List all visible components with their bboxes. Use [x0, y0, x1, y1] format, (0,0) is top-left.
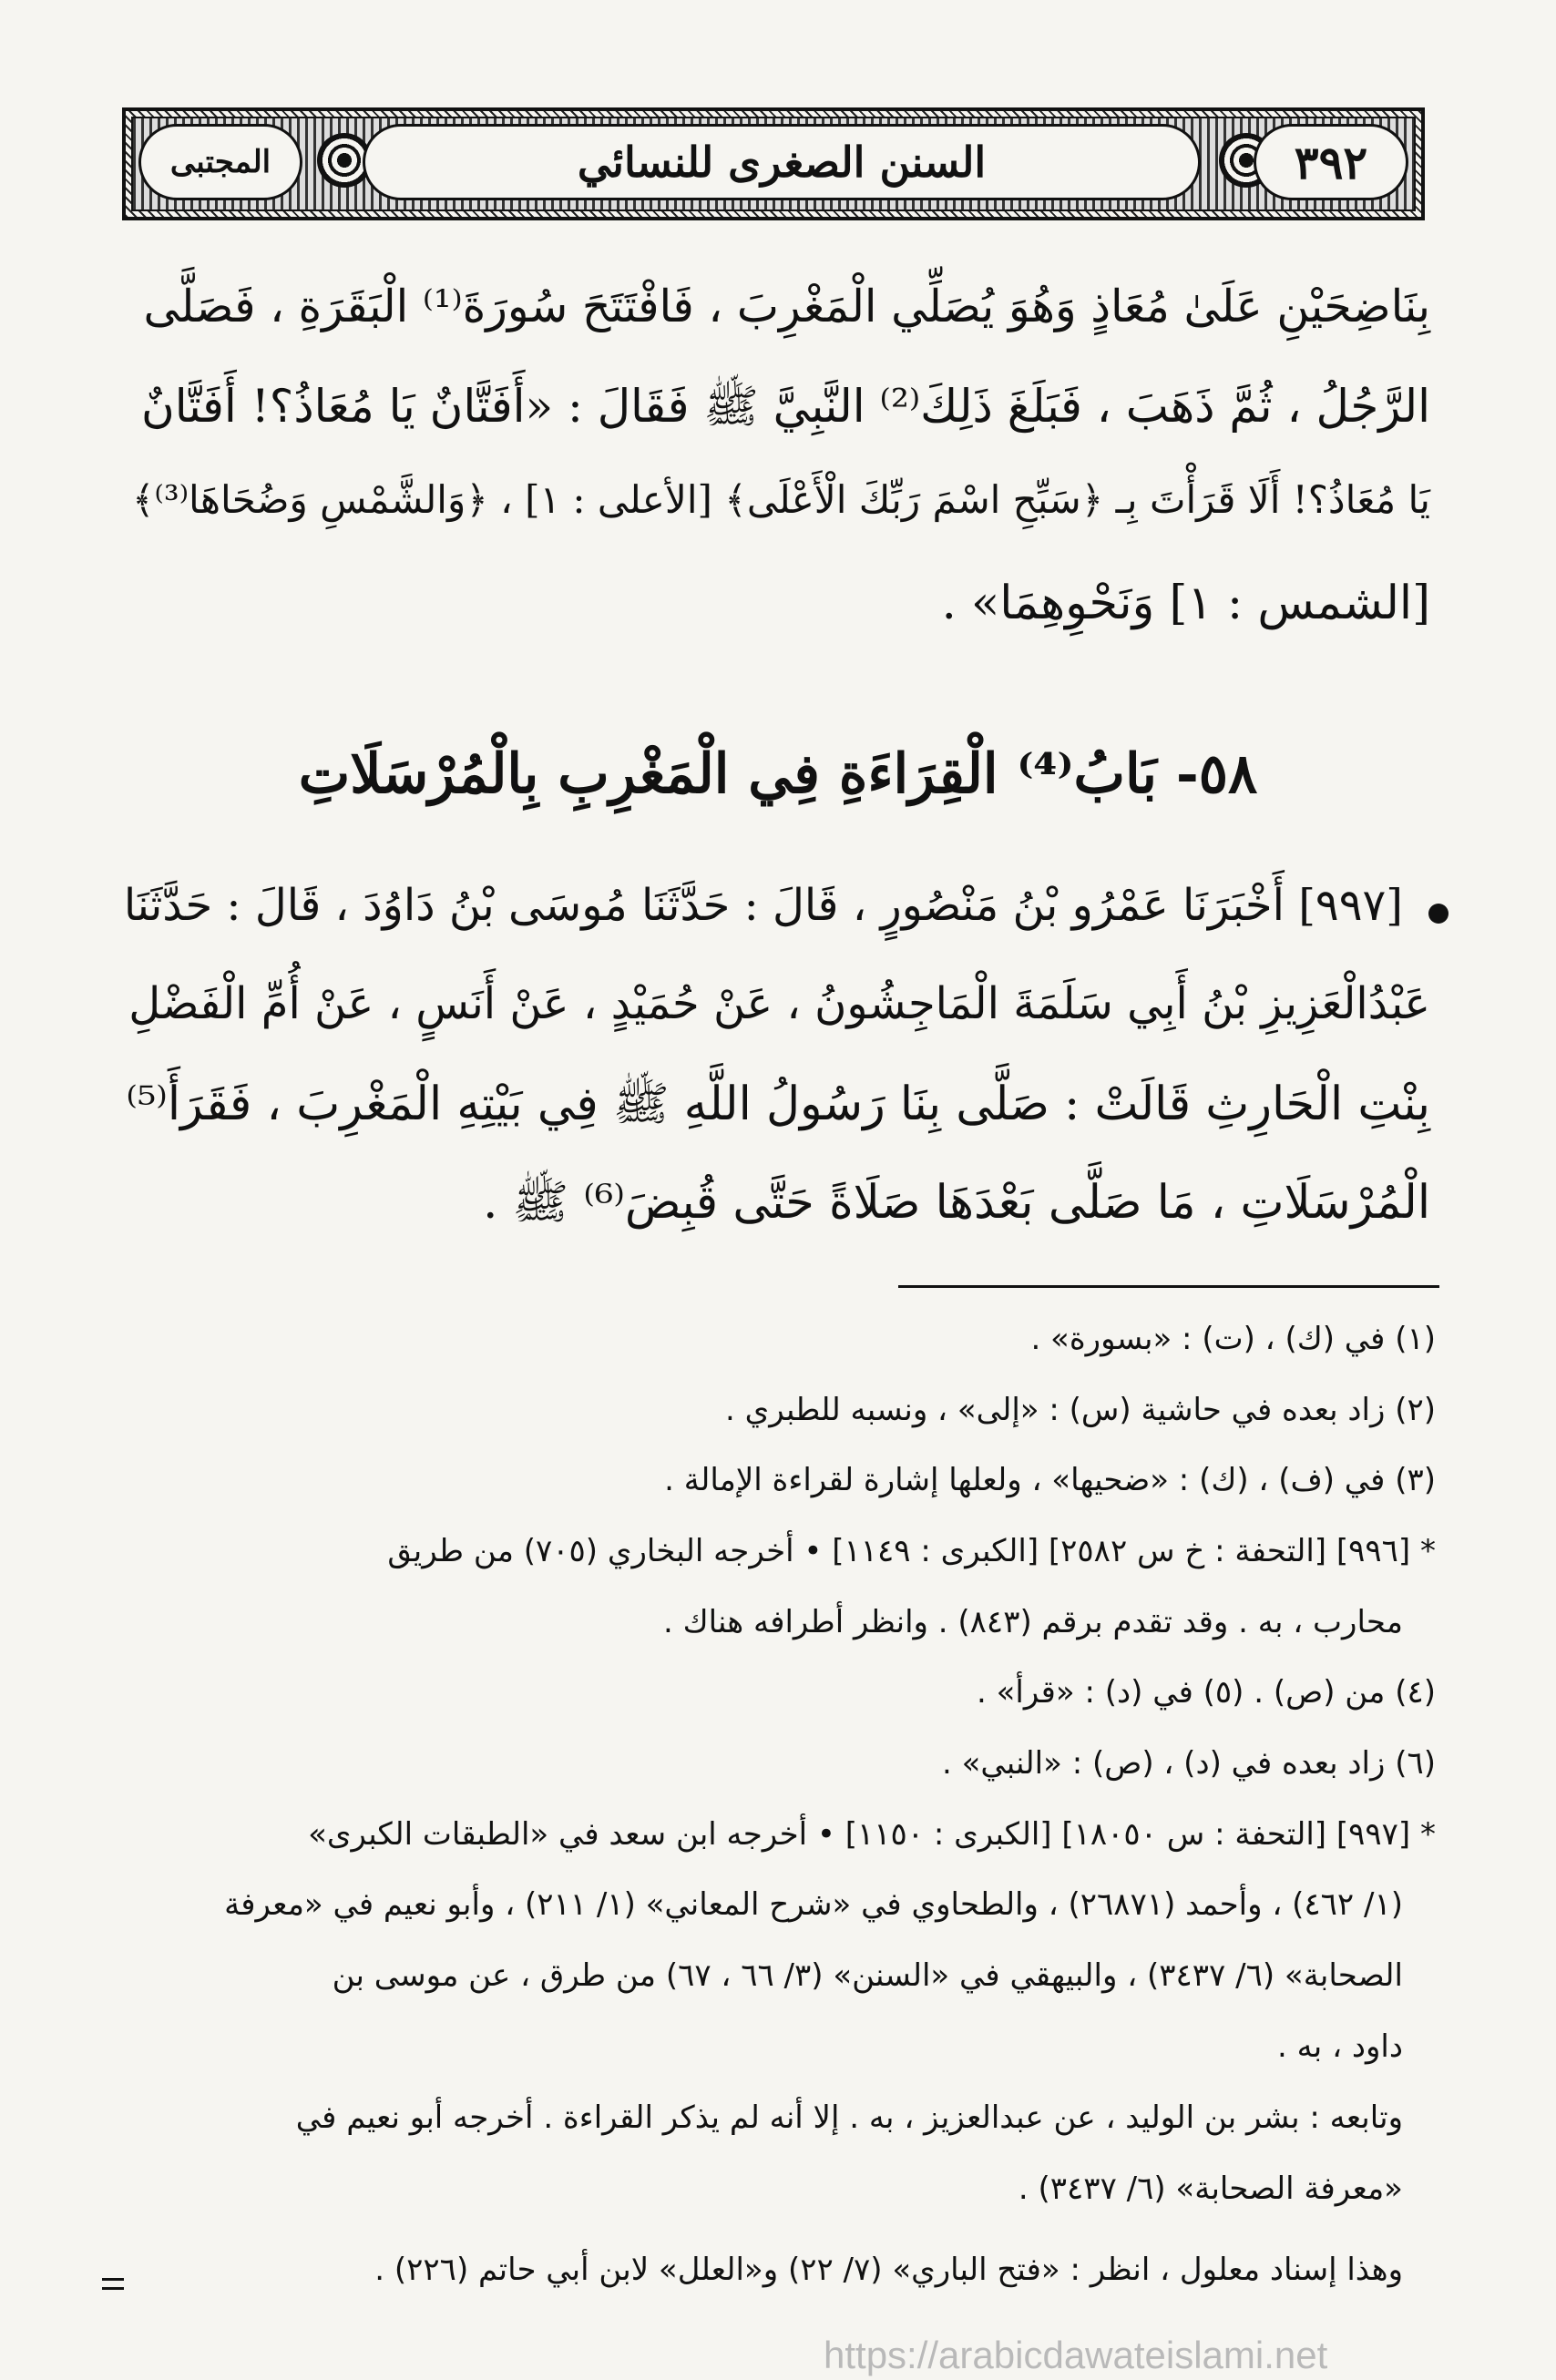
- hadith-line: عَبْدُالْعَزِيزِ بْنُ أَبِي سَلَمَةَ الْمَاجِشُونُ ، عَنْ حُمَيْدٍ ، عَنْ أَنَسٍ ، عَنْ أُمِّ الْفَضْلِ: [128, 978, 1430, 1029]
- page-title: السنن الصغرى للنسائي: [363, 124, 1201, 200]
- footnote-takhrij: * [٩٩٦] [التحفة : خ س ٢٥٨٢] [الكبرى : ١١٤٩] • أخرجه البخاري (٧٠٥) من طريق: [387, 1533, 1436, 1569]
- footnote-takhrij: * [٩٩٧] [التحفة : س ١٨٠٥٠] [الكبرى : ١١٥٠] • أخرجه ابن سعد في «الطبقات الكبرى»: [308, 1816, 1436, 1853]
- book-name: المجتبى: [138, 124, 302, 200]
- hadith-line: بِنْتِ الْحَارِثِ قَالَتْ : صَلَّى بِنَا رَسُولُ اللَّهِ ﷺ فِي بَيْتِهِ الْمَغْرِبَ ، فَقَرَأَ⁽⁵⁾: [126, 1078, 1430, 1131]
- bullet-icon: [1428, 904, 1449, 924]
- footnote: «معرفة الصحابة» (٦/ ٣٤٣٧) .: [1018, 2171, 1403, 2207]
- footnote: وتابعه : بشر بن الوليد ، عن عبدالعزيز ، به . إلا أنه لم يذكر القراءة . أخرجه أبو نعيم في: [295, 2099, 1403, 2136]
- text-line: بِنَاضِحَيْنِ عَلَىٰ مُعَاذٍ وَهُوَ يُصَلِّي الْمَغْرِبَ ، فَافْتَتَحَ سُورَةَ⁽¹⁾ الْبَقَرَةِ ، فَصَلَّى: [143, 281, 1430, 332]
- footnote: داود ، به .: [1276, 2028, 1403, 2065]
- footnote: (٢) زاد بعده في حاشية (س) : «إلى» ، ونسبه للطبري .: [724, 1392, 1436, 1428]
- watermark: https://arabicdawateislami.net: [824, 2334, 1328, 2376]
- ornamental-header: [122, 107, 1425, 220]
- footnote: وهذا إسناد معلول ، انظر : «فتح الباري» (٧/ ٢٢) و«العلل» لابن أبي حاتم (٢٢٦) .: [374, 2252, 1403, 2288]
- footnote: الصحابة» (٦/ ٣٤٣٧) ، والبيهقي في «السنن» (٣/ ٦٦ ، ٦٧) من طرق ، عن موسى بن: [332, 1957, 1403, 1994]
- continuation-mark: [102, 2287, 124, 2290]
- footnote: (١) في (ك) ، (ت) : «بسورة» .: [1030, 1321, 1436, 1357]
- hadith-line: الْمُرْسَلَاتِ ، مَا صَلَّى بَعْدَهَا صَلَاةً حَتَّى قُبِضَ⁽⁶⁾ ﷺ .: [483, 1176, 1430, 1230]
- page-number: ٣٩٢: [1254, 124, 1408, 200]
- chapter-heading: ٥٨- بَابُ⁽⁴⁾ الْقِرَاءَةِ فِي الْمَغْرِبِ بِالْمُرْسَلَاتِ: [298, 742, 1258, 806]
- text-line: يَا مُعَاذُ؟! أَلَا قَرَأْتَ بِـ ﴿سَبِّحِ اسْمَ رَبِّكَ الْأَعْلَى﴾ [الأعلى : ١] ، ﴿وَالشَّمْسِ وَضُحَاهَا⁽³⁾﴾: [131, 477, 1430, 522]
- footnote: (٣) في (ف) ، (ك) : «ضحيها» ، ولعلها إشارة لقراءة الإمالة .: [664, 1462, 1436, 1498]
- text-line: الرَّجُلُ ، ثُمَّ ذَهَبَ ، فَبَلَغَ ذَلِكَ⁽²⁾ النَّبِيَّ ﷺ فَقَالَ : «أَفَتَّانٌ يَا مُعَاذُ؟! أَفَتَّانٌ: [140, 380, 1430, 433]
- footnote: (١/ ٤٦٢) ، وأحمد (٢٦٨٧١) ، والطحاوي في «شرح المعاني» (١/ ٢١١) ، وأبو نعيم في «معرفة: [224, 1886, 1403, 1923]
- continuation-mark: [102, 2278, 124, 2281]
- text-line: [الشمس : ١] وَنَحْوِهِمَا» .: [941, 577, 1430, 630]
- footnote: (٦) زاد بعده في (د) ، (ص) : «النبي» .: [942, 1745, 1436, 1782]
- hadith-line: [٩٩٧] أَخْبَرَنَا عَمْرُو بْنُ مَنْصُورٍ ، قَالَ : حَدَّثَنَا مُوسَى بْنُ دَاوُدَ ، قَالَ : حَدَّثَنَا: [123, 880, 1403, 931]
- footnote: محارب ، به . وقد تقدم برقم (٨٤٣) . وانظر أطرافه هناك .: [663, 1604, 1403, 1640]
- footnote: (٤) من (ص) . (٥) في (د) : «قرأ» .: [977, 1674, 1436, 1711]
- footnote-divider: [898, 1285, 1439, 1288]
